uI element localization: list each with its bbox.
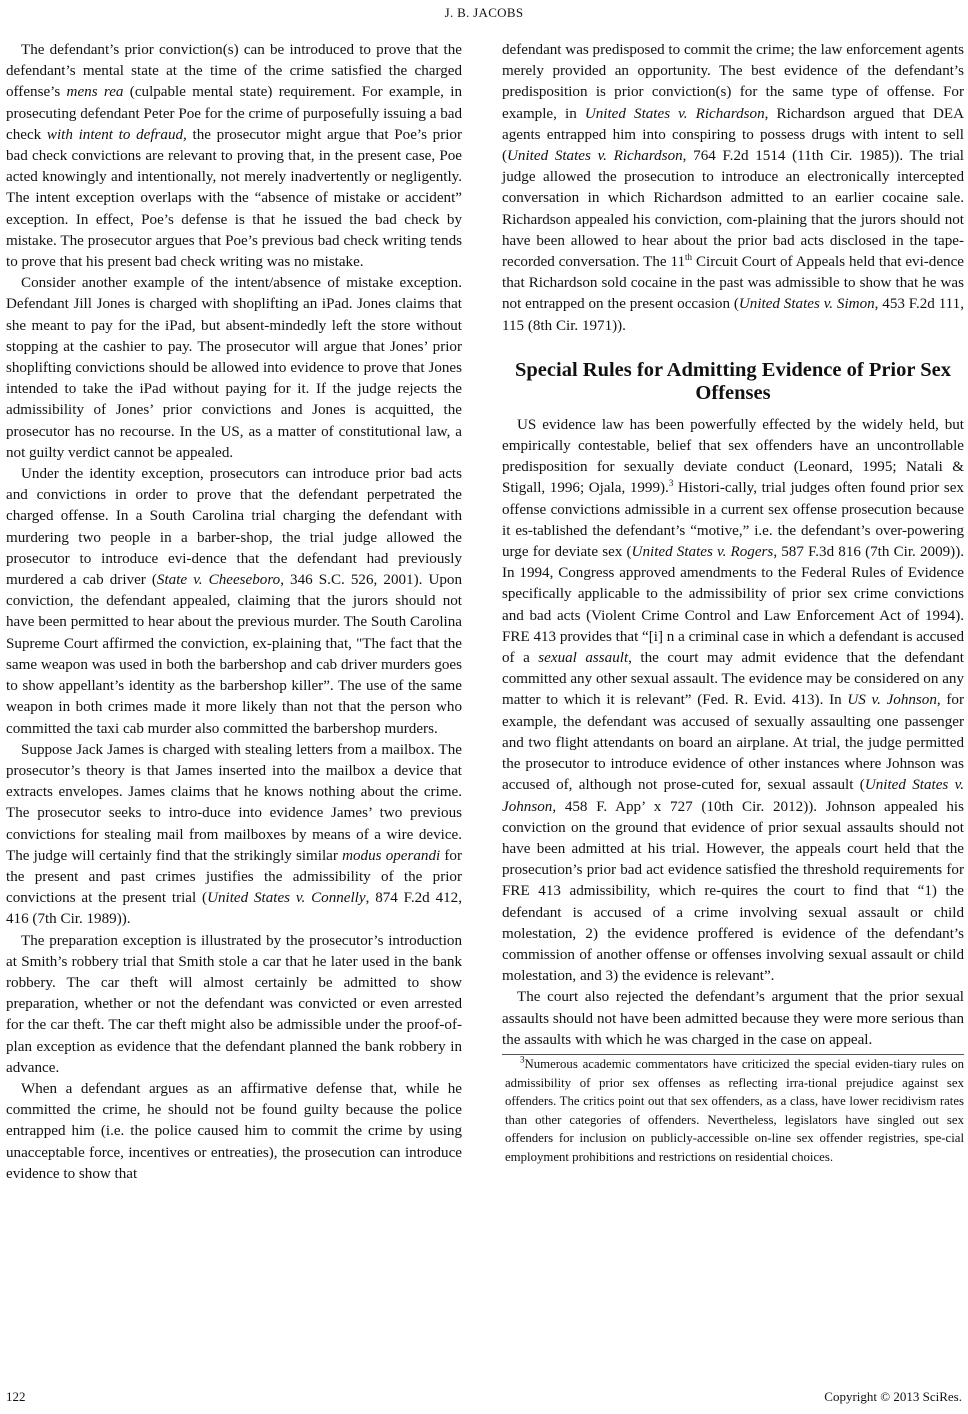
paragraph: When a defendant argues as an affirmative defense that, while he committed the crime, he should not be found guilty because the police entrapped him (i.e. the police caused him to commit the crime by using unacceptable force, incentives or entreaties), the prosecution can introduce evidence to show that: [6, 1080, 462, 1182]
left-column: [6, 40, 462, 1185]
paragraph: Consider another example of the intent/absence of mistake exception. Defendant Jill Jones is charged with shoplifting an iPad. Jones claims that she meant to pay for the iPad, but absent-mindedly left the store without stopping at the cashier to pay. The prosecutor will argue that Jones’ prior shoplifting convictions should be allowed into evidence to prove that Jones intended to take the iPad without paying for it. If the judge rejects the admissibility of Jones’ prior convictions and Jones is acquitted, the prosecutor has no recourse. In the US, as a matter of constitutional law, a not guilty verdict cannot be appealed.: [6, 275, 462, 461]
paragraph: The preparation exception is illustrated by the prosecutor’s introduction at Smith’s robbery trial that Smith stole a car that he later used in the bank robbery. The car theft will almost certainly be admitted to show preparation, whether or not the defendant was convicted or even arrested for the car theft. The car theft might also be admissible under the proof-of-plan exception as evidence that the defendant planned the bank robbery in advance.: [6, 932, 462, 1076]
footnote: $^3$Numerous academic commentators have criticized the special eviden-tiary rules on admissibility of prior sex offenses as reflecting irra-tional prejudice against sex offenders. The critics point out that sex offenders, as a class, have lower recidivism rates than other categories of offenders. Nevertheless, legislators have singled out sex offenders for inclusion on publicly-accessible on-line sex offender registries, spe-cial employment prohibitions and restrictions on residential choices.: [505, 1054, 964, 1164]
section-heading: Special Rules for Admitting Evidence of Prior Sex Offenses: [515, 358, 951, 404]
page-number: 122: [6, 1389, 26, 1404]
footnote-reference: 3: [668, 478, 674, 489]
copyright: Copyright © 2013 SciRes.: [824, 1389, 962, 1404]
paragraph: Suppose Jack James is charged with stealing letters from a mailbox. The prosecutor’s theory is that James inserted into the mailbox a device that extracts envelopes. James claims that he knows nothing about the crime. The prosecutor seeks to intro-duce into evidence James’ two previous convictions for stealing mail from mailboxes by means of a wire device. The judge will certainly find that the strikingly similar modus operandi for the present and past crimes justifies the admissibility of the prior convictions at the present trial (United States v. Connelly, 874 F.2d 412, 416 (7th Cir. 1989)).: [6, 741, 462, 928]
paragraph: defendant was predisposed to commit the crime; the law enforcement agents merely provided an opportunity. The best evidence of the defendant’s predisposition is prior conviction(s) for the same type of offense. For example, in United States v. Richardson, Richardson argued that DEA agents entrapped him into conspiring to possess drugs with intent to sell (United States v. Richardson, 764 F.2d 1514 (11th Cir. 1985)). The trial judge allowed the prosecution to introduce an electronically intercepted conversation in which Richardson admitted to an earlier cocaine sale. Richardson appealed his conviction, com-plaining that the jurors should not have been allowed to hear about the prior bad acts disclosed in the tape-recorded conversation. The 11th Circuit Court of Appeals held that evi-dence that Richardson sold cocaine in the past was admissible to show that he was not entrapped on the present occasion (United States v. Simon, 453 F.2d 111, 115 (8th Cir. 1971)).: [502, 42, 965, 334]
paragraph: US evidence law has been powerfully effected by the widely held, but empirically contestable, belief that sex offenders have an uncontrollable predisposition for sexually deviate conduct (Leonard, 1995; Natali & Stigall, 1996; Ojala, 1999).$^3$ Histori-cally, trial judges often found prior sex offense convictions admissible in a current sex offense prosecution because it es-tablished the defendant’s “motive,” i.e. the defendant’s over-powering urge for deviate sex (United States v. Rogers, 587 F.3d 816 (7th Cir. 2009)). In 1994, Congress approved amendments to the Federal Rules of Evidence specifically applicable to the admissibility of prior sex crime convictions and bad acts (Violent Crime Control and Law Enforcement Act of 1994). FRE 413 provides that “[i] n a criminal case in which a defendant is accused of a sexual assault, the court may admit evidence that the defendant committed any other sexual assault. The evidence may be considered on any matter to which it is relevant” (Fed. R. Evid. 413). In US v. Johnson, for example, the defendant was accused of sexually assaulting one passenger and two flight attendants on board an airplane. At trial, the judge permitted the prosecutor to introduce evidence of other instances where Johnson was accused of, although not prose-cuted for, sexual assault (United States v. Johnson, 458 F. App’ x 727 (10th Cir. 2012)). Johnson appealed his conviction on the ground that evidence of prior sexual assaults should not have been admitted at his trial. However, the appeals court held that the prosecution’s prior bad act evidence satisfied the threshold requirements for FRE 413 admissibility, which re-quires the court to find that “1) the defendant is accused of a crime involving sexual assault or child molestation, 2) the evidence proffered is evidence of the defendant’s commission of another offense or offenses involving sexual assault or child molestation, and 3) the evidence is relevant”.: [502, 416, 964, 985]
paragraph: Under the identity exception, prosecutors can introduce prior bad acts and convictions in order to prove that the defendant perpetrated the charged offense. In a South Carolina trial charging the defendant with murdering two people in a barber-shop, the trial judge allowed the prosecutor to introduce evi-dence that the defendant had previously murdered a cab driver (State v. Cheeseboro, 346 S.C. 526, 2001). Upon conviction, the defendant appealed, claiming that the jurors should not have been permitted to hear about the previous murder. The South Carolina Supreme Court affirmed the conviction, ex-plaining that, "The fact that the same weapon was used in both the barbershop and cab driver murders goes to show appellant’s identity as the barbershop killer”. The use of the same weapon in both crimes made it more likely than not that the person who committed the taxi cab murder also committed the barbershop murders.: [6, 466, 463, 737]
right-column: [502, 40, 964, 1167]
paragraph: The defendant’s prior conviction(s) can be introduced to prove that the defendant’s mental state at the time of the crime satisfied the charged offense’s mens rea (culpable mental state) requirement. For example, in prosecuting defendant Peter Poe for the crime of purposefully issuing a bad check with intent to defraud, the prosecutor might argue that Poe’s prior bad check convictions are relevant to proving that, in the present case, Poe acted knowingly and intentionally, not merely inadvertently or negligently. The intent exception overlaps with the “absence of mistake or accident” exception. In effect, Poe’s defense is that he issued the bad check by mistake. The prosecutor argues that Poe’s previous bad check writing tends to prove that his present bad check writing was no mistake.: [6, 42, 462, 271]
paragraph: The court also rejected the defendant’s argument that the prior sexual assaults should not have been admitted because they were more serious than the assaults with which he was charged in the case on appeal.: [502, 989, 964, 1048]
running-head: J. B. JACOBS: [444, 5, 524, 20]
